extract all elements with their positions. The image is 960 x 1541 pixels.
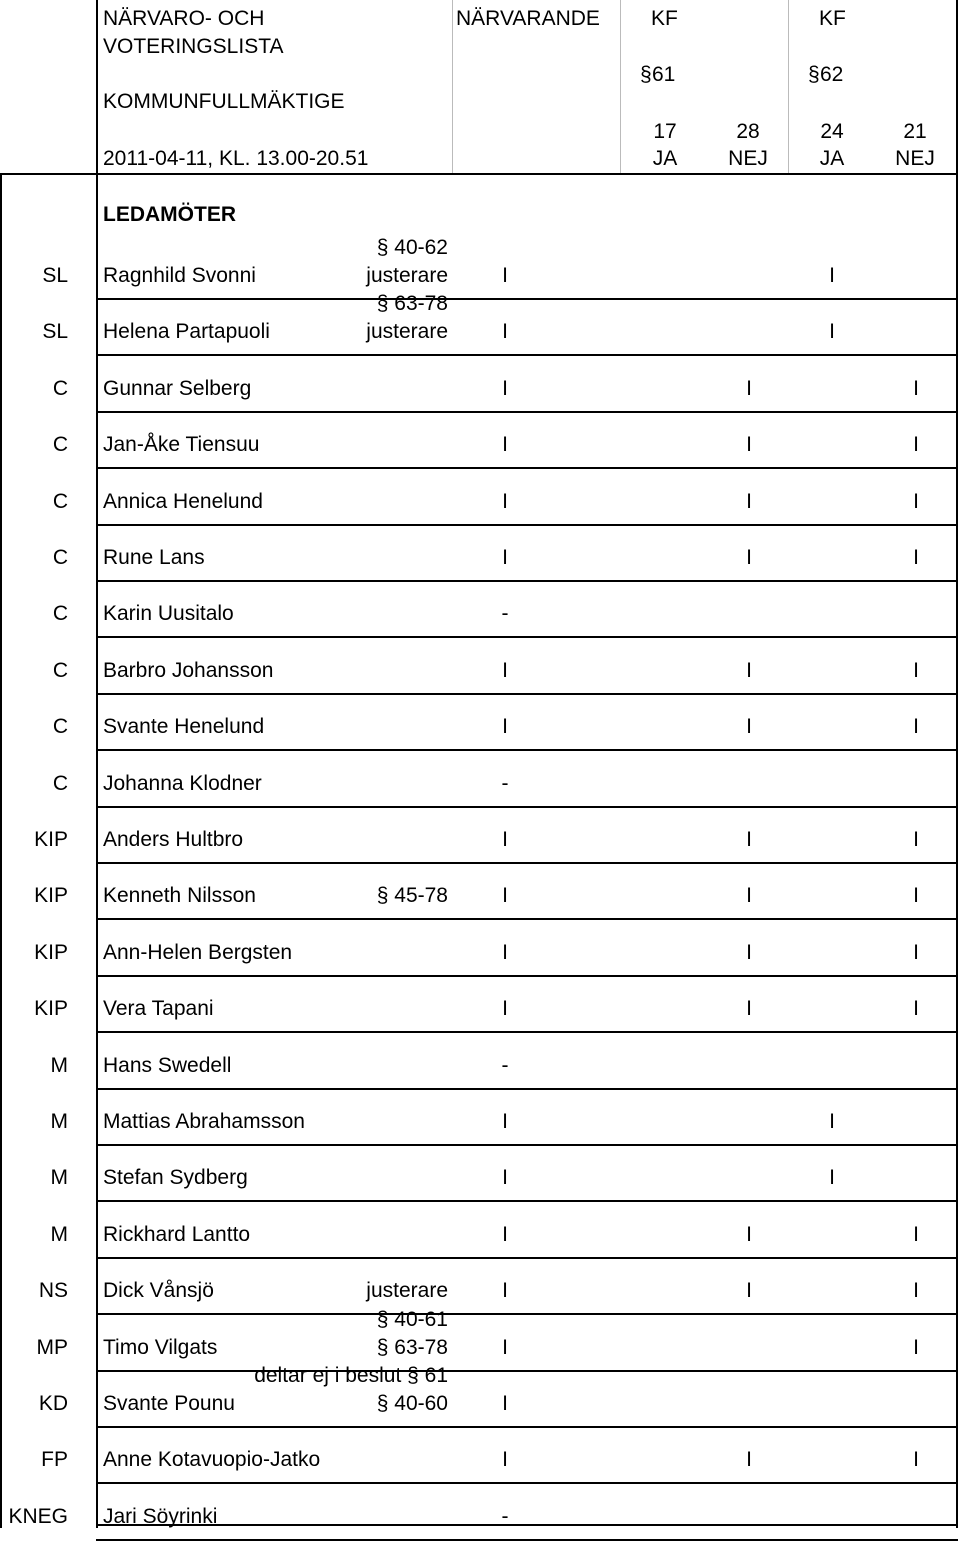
present-mark: I — [502, 828, 508, 851]
present-mark: I — [502, 377, 508, 400]
kf61-vote-mark: I — [746, 659, 752, 682]
row-divider — [96, 1144, 958, 1146]
present-mark: I — [502, 1223, 508, 1246]
kf61-ja-count: 17 — [653, 120, 677, 143]
row-divider — [96, 1257, 958, 1259]
present-mark: I — [502, 546, 508, 569]
row-divider — [96, 411, 958, 413]
present-mark: - — [501, 602, 509, 625]
kf62-vote-mark: I — [829, 264, 835, 287]
party-code: C — [52, 659, 68, 682]
section-title: LEDAMÖTER — [103, 203, 236, 226]
row-divider — [96, 918, 958, 920]
party-code: C — [52, 433, 68, 456]
row-divider — [96, 806, 958, 808]
party-code: NS — [38, 1279, 68, 1302]
kf62-vote-mark: I — [829, 320, 835, 343]
member-name: Gunnar Selberg — [103, 377, 252, 400]
grid-line — [0, 173, 958, 175]
present-mark: I — [502, 433, 508, 456]
kf61-vote-mark: I — [746, 941, 752, 964]
kf62-vote-mark: I — [913, 1336, 919, 1359]
member-note: justerare — [366, 264, 448, 287]
party-code: M — [50, 1054, 68, 1077]
party-code: KIP — [34, 828, 68, 851]
member-name: Mattias Abrahamsson — [103, 1110, 305, 1133]
party-code: C — [52, 546, 68, 569]
kf61-nej-label: NEJ — [728, 147, 768, 170]
kf62-nej-count: 21 — [903, 120, 927, 143]
grid-line — [620, 0, 621, 175]
member-name: Svante Pounu — [103, 1392, 235, 1415]
kf62-vote-mark: I — [913, 941, 919, 964]
present-mark: - — [501, 1054, 509, 1077]
kf62-vote-mark: I — [829, 1166, 835, 1189]
member-name: Jan-Åke Tiensuu — [103, 433, 260, 456]
kf61-vote-mark: I — [746, 1223, 752, 1246]
present-mark: I — [502, 997, 508, 1020]
member-name: Stefan Sydberg — [103, 1166, 248, 1189]
member-name: Ragnhild Svonni — [103, 264, 256, 287]
member-name: Anne Kotavuopio-Jatko — [103, 1448, 321, 1471]
org-name: KOMMUNFULLMÄKTIGE — [103, 90, 345, 113]
kf61-vote-mark: I — [746, 884, 752, 907]
member-name: Ann-Helen Bergsten — [103, 941, 293, 964]
kf62-ja-count: 24 — [820, 120, 844, 143]
member-name: Jari Söyrinki — [103, 1505, 218, 1528]
present-mark: - — [501, 772, 509, 795]
kf61-vote-mark: I — [746, 433, 752, 456]
row-divider — [96, 749, 958, 751]
row-divider — [96, 467, 958, 469]
party-code: KNEG — [8, 1505, 68, 1528]
kf61-vote-mark: I — [746, 715, 752, 738]
kf62-vote-mark: I — [913, 659, 919, 682]
member-name: Timo Vilgats — [103, 1336, 218, 1359]
present-mark: - — [501, 1505, 509, 1528]
party-code: C — [52, 377, 68, 400]
party-code: C — [52, 490, 68, 513]
present-mark: I — [502, 1448, 508, 1471]
grid-line — [452, 0, 453, 175]
row-divider — [96, 1313, 958, 1315]
party-code: MP — [36, 1336, 68, 1359]
kf62-vote-mark: I — [913, 1448, 919, 1471]
party-code: SL — [42, 320, 68, 343]
present-mark: I — [502, 1392, 508, 1415]
kf61-vote-mark: I — [746, 1448, 752, 1471]
member-name: Kenneth Nilsson — [103, 884, 256, 907]
member-name: Svante Henelund — [103, 715, 265, 738]
row-divider — [96, 1088, 958, 1090]
member-note: justerare — [366, 320, 448, 343]
member-name: Hans Swedell — [103, 1054, 232, 1077]
member-name: Annica Henelund — [103, 490, 263, 513]
row-divider — [96, 693, 958, 695]
member-note: § 63-78 — [376, 1336, 448, 1359]
row-divider — [96, 975, 958, 977]
member-name: Helena Partapuoli — [103, 320, 270, 343]
meeting-date: 2011-04-11, KL. 13.00-20.51 — [103, 147, 369, 170]
grid-line — [96, 1524, 958, 1526]
party-code: C — [52, 602, 68, 625]
kf61-vote-mark: I — [746, 997, 752, 1020]
kf62-number: §62 — [808, 63, 844, 86]
kf61-vote-mark: I — [746, 377, 752, 400]
member-note: § 40-60 — [376, 1392, 448, 1415]
row-divider — [96, 1482, 958, 1484]
present-mark: I — [502, 490, 508, 513]
member-name: Rickhard Lantto — [103, 1223, 251, 1246]
party-code: M — [50, 1223, 68, 1246]
member-note-top: § 63-78 — [376, 292, 448, 315]
title-line1: NÄRVARO- OCH — [103, 7, 265, 30]
member-note-top: deltar ej i beslut § 61 — [254, 1364, 448, 1387]
member-note-top: § 40-62 — [376, 236, 448, 259]
row-divider — [96, 1031, 958, 1033]
row-divider — [96, 1426, 958, 1428]
present-mark: I — [502, 264, 508, 287]
kf62-nej-label: NEJ — [895, 147, 935, 170]
kf62-vote-mark: I — [913, 433, 919, 456]
member-name: Anders Hultbro — [103, 828, 244, 851]
present-mark: I — [502, 715, 508, 738]
party-code: SL — [42, 264, 68, 287]
present-mark: I — [502, 659, 508, 682]
kf61-nej-count: 28 — [736, 120, 760, 143]
kf62-vote-mark: I — [913, 377, 919, 400]
kf61-vote-mark: I — [746, 1279, 752, 1302]
kf62-vote-mark: I — [913, 1279, 919, 1302]
present-mark: I — [502, 1166, 508, 1189]
kf61-number: §61 — [640, 63, 676, 86]
kf61-vote-mark: I — [746, 490, 752, 513]
row-divider — [96, 354, 958, 356]
party-code: KIP — [34, 884, 68, 907]
present-mark: I — [502, 1279, 508, 1302]
party-code: FP — [41, 1448, 68, 1471]
kf62-vote-mark: I — [913, 715, 919, 738]
member-name: Vera Tapani — [103, 997, 214, 1020]
kf62-vote-mark: I — [829, 1110, 835, 1133]
member-note: justerare — [366, 1279, 448, 1302]
row-divider — [96, 636, 958, 638]
party-code: KIP — [34, 941, 68, 964]
present-mark: I — [502, 941, 508, 964]
party-code: KIP — [34, 997, 68, 1020]
member-name: Rune Lans — [103, 546, 205, 569]
grid-line — [0, 173, 2, 1528]
party-code: C — [52, 715, 68, 738]
kf62-vote-mark: I — [913, 490, 919, 513]
kf62-vote-mark: I — [913, 546, 919, 569]
present-mark: I — [502, 1336, 508, 1359]
kf61-label: KF — [651, 7, 678, 30]
kf61-ja-label: JA — [652, 147, 678, 170]
present-mark: I — [502, 1110, 508, 1133]
member-note: § 45-78 — [376, 884, 448, 907]
kf62-label: KF — [819, 7, 846, 30]
member-name: Barbro Johansson — [103, 659, 274, 682]
grid-line — [96, 0, 98, 1528]
title-line2: VOTERINGSLISTA — [103, 35, 284, 58]
row-divider — [96, 862, 958, 864]
section-icon: § — [808, 63, 820, 86]
kf62-vote-mark: I — [913, 884, 919, 907]
party-code: M — [50, 1166, 68, 1189]
row-divider — [96, 1200, 958, 1202]
kf61-vote-mark: I — [746, 546, 752, 569]
kf61-vote-mark: I — [746, 828, 752, 851]
party-code: M — [50, 1110, 68, 1133]
member-name: Dick Vånsjö — [103, 1279, 214, 1302]
grid-line — [788, 0, 789, 175]
section-icon: § — [640, 63, 652, 86]
kf62-vote-mark: I — [913, 1223, 919, 1246]
member-name: Johanna Klodner — [103, 772, 262, 795]
row-divider — [96, 298, 958, 300]
kf62-ja-label: JA — [819, 147, 845, 170]
present-header: NÄRVARANDE — [456, 7, 600, 30]
present-mark: I — [502, 884, 508, 907]
member-note-top: § 40-61 — [376, 1308, 448, 1331]
present-mark: I — [502, 320, 508, 343]
grid-line — [956, 0, 958, 1528]
row-divider — [96, 524, 958, 526]
member-name: Karin Uusitalo — [103, 602, 234, 625]
party-code: KD — [38, 1392, 68, 1415]
party-code: C — [52, 772, 68, 795]
kf62-vote-mark: I — [913, 997, 919, 1020]
row-divider — [96, 580, 958, 582]
kf62-vote-mark: I — [913, 828, 919, 851]
row-divider — [96, 1370, 958, 1372]
